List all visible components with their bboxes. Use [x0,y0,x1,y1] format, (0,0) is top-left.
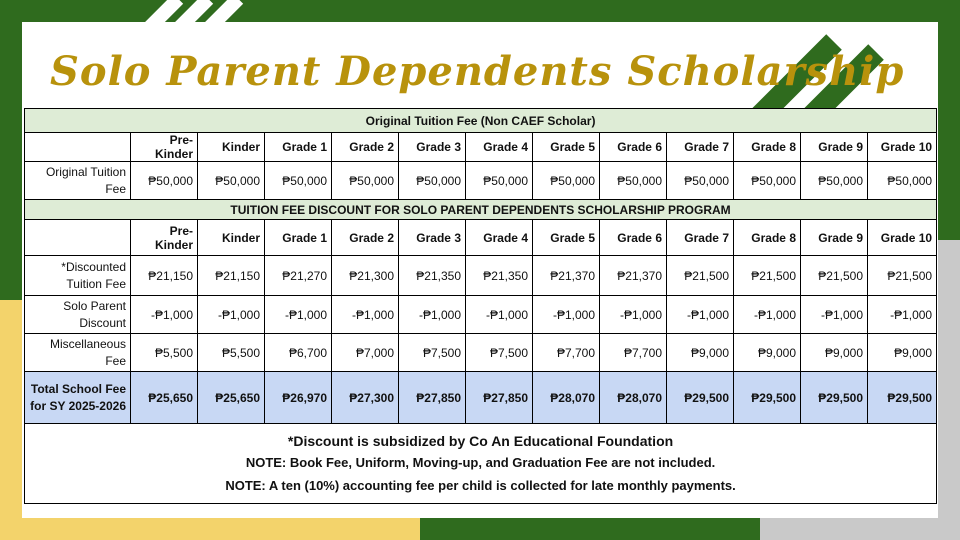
label-line: Tuition Fee [66,276,126,291]
fee-cell: ₱5,500 [198,334,265,372]
fee-cell: ₱7,500 [466,334,533,372]
fee-cell: -₱1,000 [466,296,533,334]
total-school-fee-row [25,372,937,424]
section1-heading: Original Tuition Fee (Non CAEF Scholar) [25,109,937,133]
section1-heading-row [25,109,937,133]
solo-parent-discount-row [25,296,937,334]
fee-cell: ₱50,000 [332,162,399,200]
total-cell: ₱29,500 [667,372,734,424]
fee-cell: ₱21,350 [466,256,533,296]
grade-header-row-2 [25,220,937,256]
fee-cell: -₱1,000 [399,296,466,334]
grade-header: Grade 4 [466,220,533,256]
fee-cell: ₱50,000 [399,162,466,200]
total-cell: ₱26,970 [265,372,332,424]
fee-cell: ₱50,000 [667,162,734,200]
fee-cell: ₱5,500 [131,334,198,372]
grade-header: Grade 10 [868,133,937,162]
header-blank-cell [25,220,131,256]
fee-cell: ₱6,700 [265,334,332,372]
section2-heading-row [25,200,937,220]
total-cell: ₱29,500 [734,372,801,424]
fee-cell: ₱50,000 [868,162,937,200]
note-accounting-fee: NOTE: A ten (10%) accounting fee per child is collected for late monthly payments. [225,478,736,493]
fee-cell: ₱9,000 [734,334,801,372]
notes-row [25,424,937,504]
fee-cell: -₱1,000 [868,296,937,334]
fee-cell: ₱50,000 [131,162,198,200]
grade-header: Pre-Kinder [131,133,198,162]
grade-header: Pre-Kinder [131,220,198,256]
label-line: Original Tuition [45,164,126,179]
total-cell: ₱27,300 [332,372,399,424]
grade-header: Grade 5 [533,133,600,162]
fee-cell: -₱1,000 [198,296,265,334]
fee-cell: ₱50,000 [801,162,868,200]
label-line: Fee [105,181,126,196]
page-title: Solo Parent Dependents Scholarship [50,48,905,95]
total-cell: ₱28,070 [533,372,600,424]
fee-cell: ₱21,150 [198,256,265,296]
fee-cell: ₱50,000 [198,162,265,200]
total-cell: ₱29,500 [801,372,868,424]
fee-cell: -₱1,000 [332,296,399,334]
fee-cell: ₱7,500 [399,334,466,372]
fee-cell: ₱21,370 [533,256,600,296]
fee-cell: ₱21,500 [868,256,937,296]
fee-cell: -₱1,000 [600,296,667,334]
fee-cell: ₱7,700 [600,334,667,372]
original-tuition-label [25,162,131,200]
grade-header: Grade 2 [332,133,399,162]
header-blank-cell [25,133,131,162]
fee-cell: ₱7,700 [533,334,600,372]
miscellaneous-fee-label: Miscellaneous Fee [25,334,131,372]
total-cell: ₱25,650 [131,372,198,424]
total-cell: ₱29,500 [868,372,937,424]
grade-header: Grade 1 [265,220,332,256]
grade-header-row-1 [25,133,937,162]
total-school-fee-label [25,372,131,424]
label-line: *Discounted [61,259,126,274]
fee-cell: ₱50,000 [600,162,667,200]
fee-cell: ₱9,000 [868,334,937,372]
fee-cell: -₱1,000 [533,296,600,334]
fee-cell: -₱1,000 [801,296,868,334]
miscellaneous-fee-row [25,334,937,372]
original-tuition-row [25,162,937,200]
grade-header: Grade 4 [466,133,533,162]
fee-cell: ₱21,300 [332,256,399,296]
grade-header: Grade 6 [600,220,667,256]
grade-header: Grade 8 [734,133,801,162]
grade-header: Grade 7 [667,220,734,256]
label-line: Total School Fee [30,381,126,396]
fee-cell: ₱21,150 [131,256,198,296]
section2-heading: TUITION FEE DISCOUNT FOR SOLO PARENT DEPENDENTS SCHOLARSHIP PROGRAM [25,200,937,220]
grade-header: Grade 3 [399,220,466,256]
grade-header: Grade 2 [332,220,399,256]
fee-cell: -₱1,000 [734,296,801,334]
total-cell: ₱27,850 [466,372,533,424]
note-discount-subsidy: *Discount is subsidized by Co An Educational Foundation [287,433,674,449]
fee-cell: ₱9,000 [667,334,734,372]
solo-parent-discount-label [25,296,131,334]
fee-cell: ₱50,000 [533,162,600,200]
grade-header: Grade 7 [667,133,734,162]
grade-header: Grade 9 [801,133,868,162]
grade-header: Grade 10 [868,220,937,256]
grade-header: Grade 3 [399,133,466,162]
fee-cell: ₱21,500 [801,256,868,296]
fee-cell: -₱1,000 [131,296,198,334]
discounted-tuition-label [25,256,131,296]
fee-cell: ₱21,270 [265,256,332,296]
grade-header: Kinder [198,220,265,256]
fee-cell: ₱21,370 [600,256,667,296]
fee-cell: ₱21,350 [399,256,466,296]
notes-cell [25,424,937,504]
label-line: for SY 2025-2026 [30,398,126,413]
note-fees-not-included: NOTE: Book Fee, Uniform, Moving-up, and Graduation Fee are not included. [245,455,716,470]
fee-cell: ₱21,500 [734,256,801,296]
label-line: Discount [79,315,126,330]
fee-cell: -₱1,000 [265,296,332,334]
grade-header: Grade 9 [801,220,868,256]
fee-cell: ₱9,000 [801,334,868,372]
grade-header: Grade 5 [533,220,600,256]
grade-header: Grade 6 [600,133,667,162]
total-cell: ₱27,850 [399,372,466,424]
fee-cell: ₱50,000 [734,162,801,200]
discounted-tuition-row [25,256,937,296]
fee-cell: -₱1,000 [667,296,734,334]
label-line: Solo Parent [63,298,126,313]
grade-header: Kinder [198,133,265,162]
total-cell: ₱25,650 [198,372,265,424]
fee-cell: ₱21,500 [667,256,734,296]
fees-table [24,108,937,504]
total-cell: ₱28,070 [600,372,667,424]
grade-header: Grade 8 [734,220,801,256]
grade-header: Grade 1 [265,133,332,162]
fee-cell: ₱50,000 [466,162,533,200]
fee-cell: ₱7,000 [332,334,399,372]
fee-cell: ₱50,000 [265,162,332,200]
